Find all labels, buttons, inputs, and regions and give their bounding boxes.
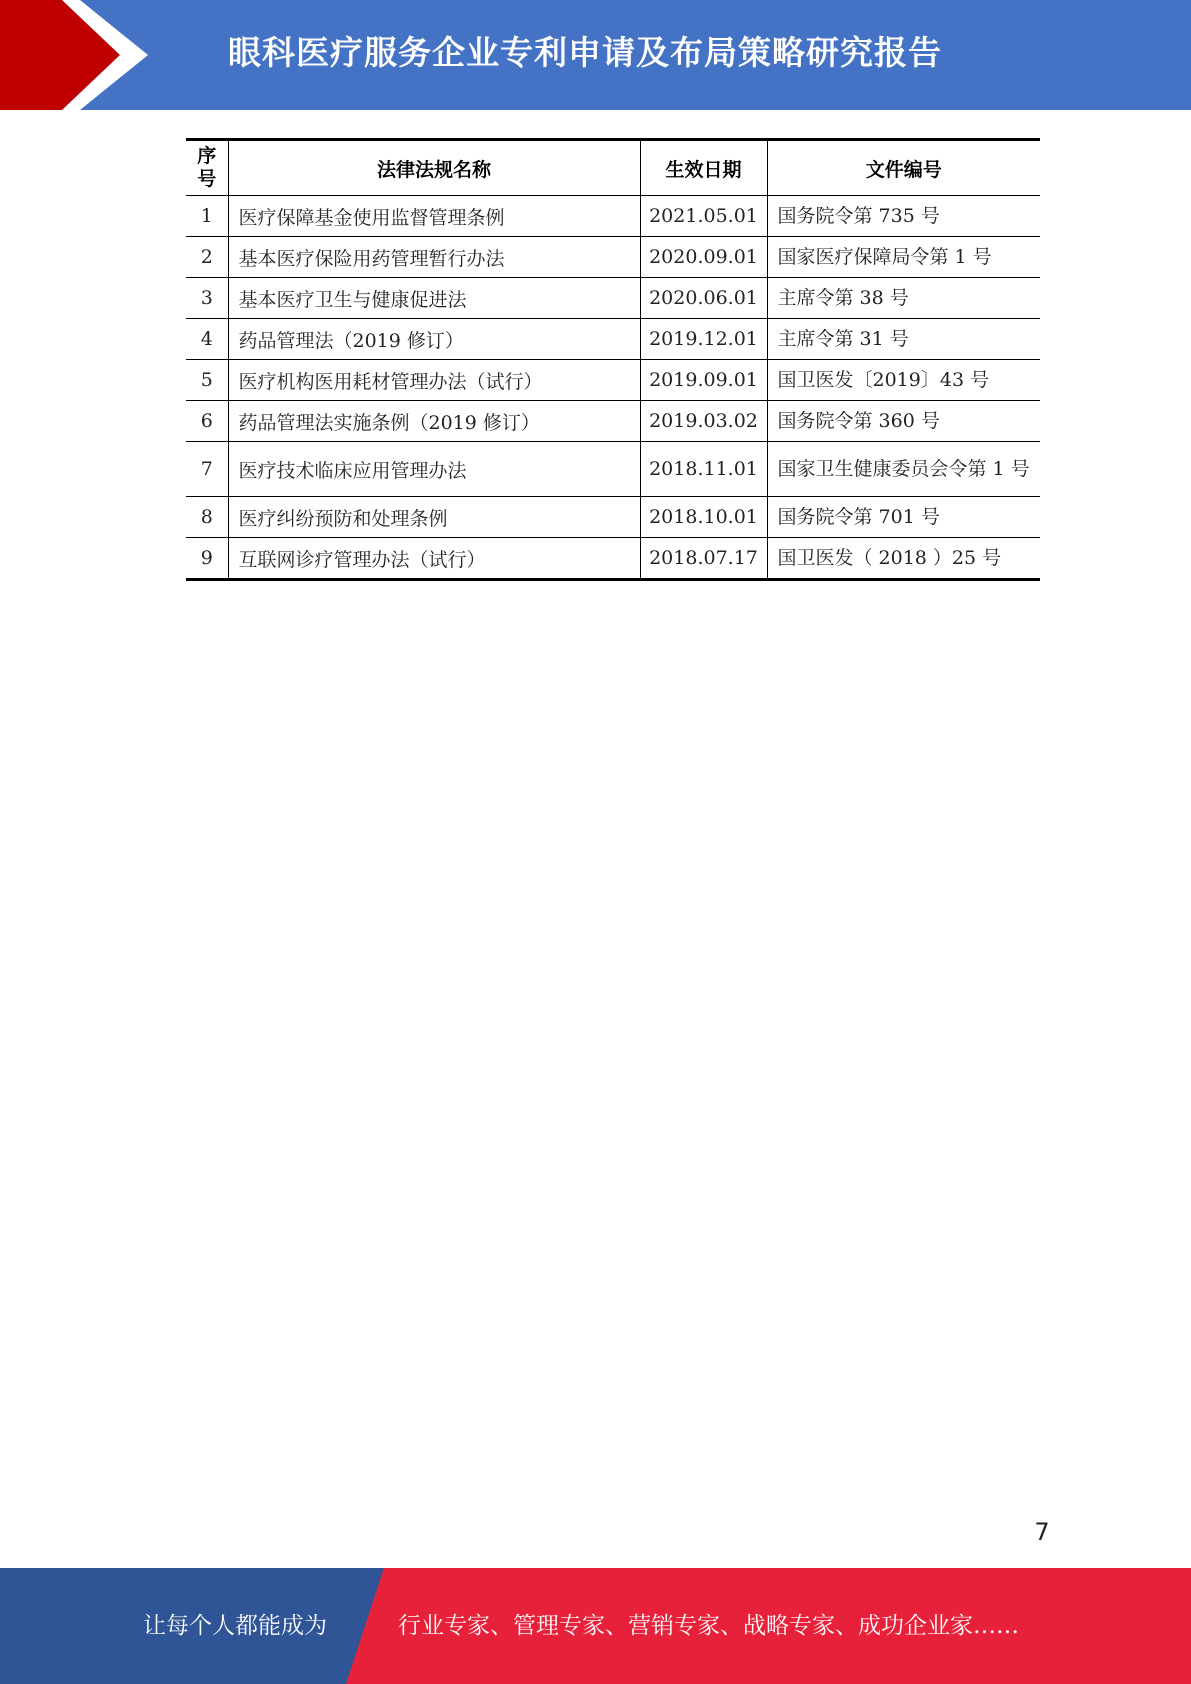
report-title: 眼科医疗服务企业专利申请及布局策略研究报告 [228, 33, 942, 72]
row-date: 2018.07.17 [640, 538, 767, 580]
row-name: 医疗机构医用耗材管理办法（试行） [228, 360, 640, 401]
row-doc: 国卫医发〔2019〕43 号 [767, 360, 1040, 401]
row-seq: 8 [186, 497, 228, 538]
row-seq: 9 [200, 547, 213, 569]
header-seq [186, 140, 228, 196]
row-seq: 2 [186, 237, 228, 278]
table-row [186, 442, 1040, 497]
table-row [186, 196, 1040, 237]
header-doc: 文件编号 [767, 140, 1040, 196]
footer-slogan-right: 行业专家、管理专家、营销专家、战略专家、成功企业家…… [398, 1613, 1019, 1639]
row-doc: 主席令第 38 号 [767, 278, 1040, 319]
row-date: 2018.11.01 [640, 442, 767, 497]
table-row [186, 237, 1040, 278]
row-name: 基本医疗保险用药管理暂行办法 [228, 237, 640, 278]
row-date: 2019.09.01 [640, 360, 767, 401]
footer-banner [0, 1568, 1191, 1684]
row-name: 药品管理法（2019 修订） [228, 319, 640, 360]
row-doc: 国卫医发（ 2018 ）25 号 [767, 538, 1040, 580]
row-doc: 国家医疗保障局令第 1 号 [767, 237, 1040, 278]
row-doc: 国务院令第 735 号 [767, 196, 1040, 237]
header-date: 生效日期 [640, 140, 767, 196]
row-date: 2021.05.01 [640, 196, 767, 237]
row-name: 医疗保障基金使用监督管理条例 [228, 196, 640, 237]
row-seq: 4 [186, 319, 228, 360]
table-row [186, 319, 1040, 360]
table-row [186, 538, 1040, 580]
row-date: 2019.12.01 [640, 319, 767, 360]
row-date: 2020.09.01 [640, 237, 767, 278]
header-name: 法律法规名称 [228, 140, 640, 196]
row-seq: 6 [186, 401, 228, 442]
regulations-table [186, 138, 1040, 581]
row-doc: 国务院令第 360 号 [767, 401, 1040, 442]
row-seq: 5 [186, 360, 228, 401]
row-seq: 3 [186, 278, 228, 319]
table-row [186, 278, 1040, 319]
row-name: 药品管理法实施条例（2019 修订） [228, 401, 640, 442]
row-doc: 主席令第 31 号 [767, 319, 1040, 360]
row-seq: 1 [186, 196, 228, 237]
row-doc: 国务院令第 701 号 [767, 497, 1040, 538]
row-name: 医疗技术临床应用管理办法 [228, 442, 640, 497]
header-seq-line2: 号 [197, 168, 217, 190]
header-seq-line1: 序 [197, 145, 217, 167]
table-row [186, 360, 1040, 401]
table-row [186, 497, 1040, 538]
row-name: 基本医疗卫生与健康促进法 [228, 278, 640, 319]
table-row [186, 401, 1040, 442]
row-doc: 国家卫生健康委员会令第 1 号 [767, 442, 1040, 497]
row-date: 2018.10.01 [640, 497, 767, 538]
row-name: 互联网诊疗管理办法（试行） [228, 538, 640, 580]
row-date: 2020.06.01 [640, 278, 767, 319]
row-date: 2019.03.02 [640, 401, 767, 442]
footer-slogan-left: 让每个人都能成为 [143, 1613, 327, 1639]
row-name: 医疗纠纷预防和处理条例 [228, 497, 640, 538]
table-header-row [186, 140, 1040, 196]
page-number: 7 [1034, 1518, 1050, 1546]
header-banner [0, 0, 1191, 110]
row-seq: 7 [186, 442, 228, 497]
